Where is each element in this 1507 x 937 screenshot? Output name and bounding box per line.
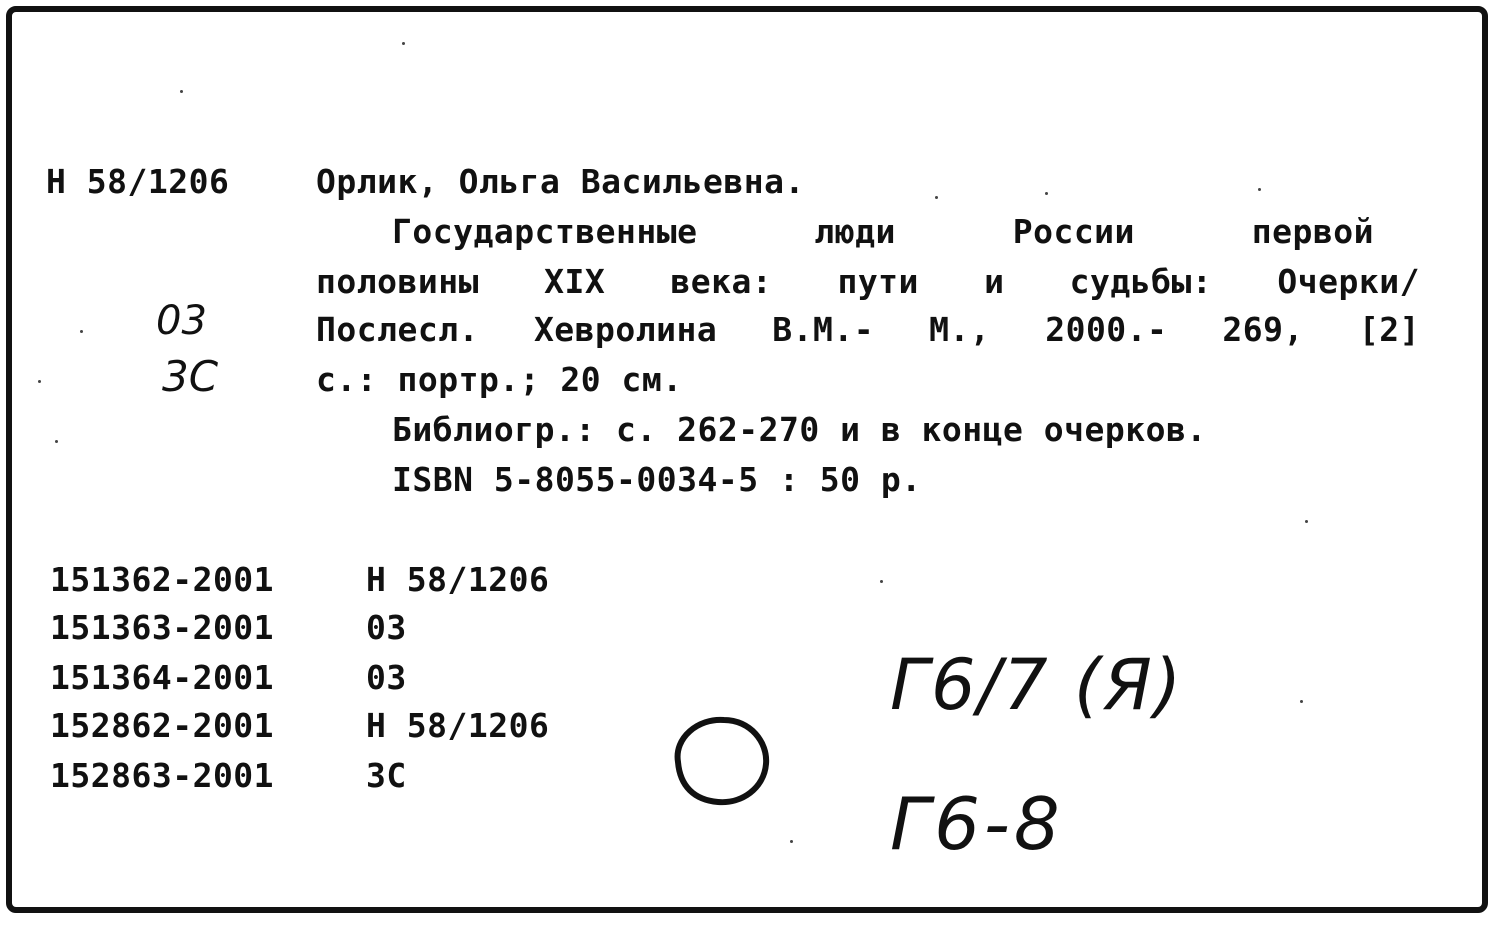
speck <box>180 90 183 93</box>
holding-loc: 03 <box>366 658 407 697</box>
handwritten-shelf-mark-1: Г6/7 (Я) <box>890 644 1184 726</box>
punch-hole-icon <box>664 708 776 808</box>
holding-loc: 3С <box>366 756 407 795</box>
title-line-3: Послесл. Хевролина В.М.- М., 2000.- 269, [2] <box>316 310 1420 349</box>
holding-inv: 151363-2001 <box>50 608 275 647</box>
handwritten-shelf-mark-2: Г6-8 <box>890 782 1064 866</box>
speck <box>1300 700 1303 703</box>
bibliography-note: Библиогр.: с. 262-270 и в конце очерков. <box>392 410 1207 449</box>
speck <box>402 42 405 45</box>
speck <box>1045 192 1048 195</box>
speck <box>1258 188 1261 191</box>
holding-inv: 152863-2001 <box>50 756 275 795</box>
author-heading: Орлик, Ольга Васильевна. <box>316 162 805 201</box>
speck <box>38 380 41 383</box>
handwritten-mark-3c: 3С <box>162 352 219 401</box>
holding-loc: Н 58/1206 <box>366 706 550 745</box>
title-line-2: половины XIX века: пути и судьбы: Очерки/ <box>316 262 1420 301</box>
holding-inv: 151364-2001 <box>50 658 275 697</box>
speck <box>1305 520 1308 523</box>
holding-inv: 152862-2001 <box>50 706 275 745</box>
speck <box>80 330 83 333</box>
speck <box>790 840 793 843</box>
holding-inv: 151362-2001 <box>50 560 275 599</box>
handwritten-mark-03: 03 <box>156 298 207 344</box>
speck <box>55 440 58 443</box>
title-line-1: Государственные люди России первой <box>392 212 1374 251</box>
title-line-4: с.: портр.; 20 см. <box>316 360 683 399</box>
isbn-price: ISBN 5-8055-0034-5 : 50 р. <box>392 460 922 499</box>
speck <box>935 196 938 199</box>
call-number: Н 58/1206 <box>46 162 230 201</box>
holding-loc: Н 58/1206 <box>366 560 550 599</box>
holding-loc: 03 <box>366 608 407 647</box>
speck <box>880 580 883 583</box>
